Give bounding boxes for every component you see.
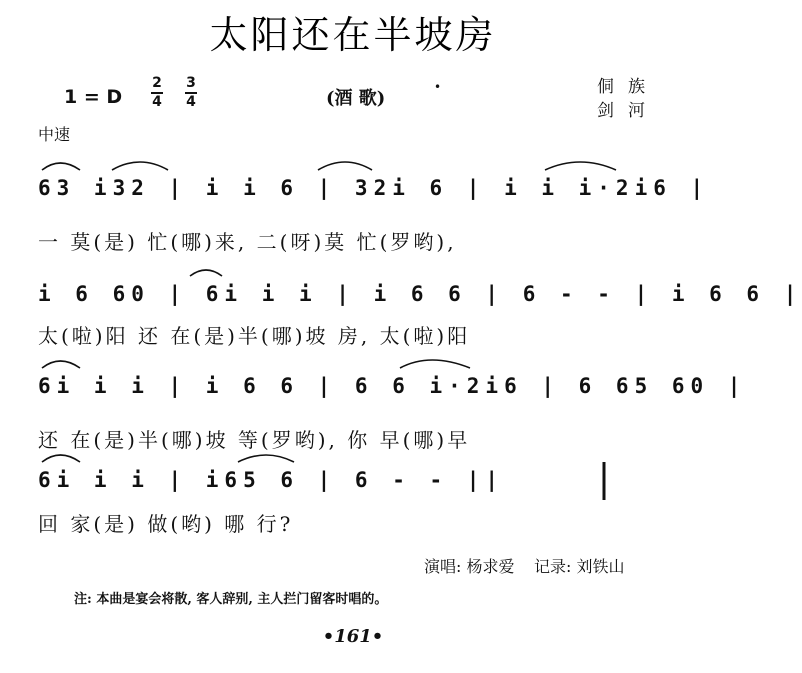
lyric-line-4: 回 家(是) 做(哟) 哪 行? [38,512,294,536]
notation-line-1: 63 i32 | i i 6 | 32i 6 | i i i·2i6 | [38,176,710,200]
lyric-line-2: 太(啦)阳 还 在(是)半(哪)坡 房, 太(啦)阳 [38,324,471,348]
page-number: •161• [322,626,384,647]
recorder-credit: 记录: 刘铁山 [534,557,625,576]
performer-credit: 演唱: 杨求爱 [424,557,515,576]
region-name: 剑河 [597,101,659,121]
meter-numerator: 2 [152,75,162,91]
slur-mark [42,163,80,170]
meter-denominator: 4 [186,94,196,110]
song-subtitle: (酒 歌) [326,88,386,109]
notation-line-4: 6i i i | i65 6 | 6 - - || [38,468,505,492]
slur-mark [42,455,80,462]
notation-line-3: 6i i i | i 6 6 | 6 6 i·2i6 | 6 65 60 | [38,374,747,398]
slur-mark [400,360,470,368]
notation-line-2: i 6 60 | 6i i i | i 6 6 | 6 - - | i 6 6 | [38,282,802,306]
slur-mark [545,162,616,170]
meter-numerator: 3 [186,75,196,91]
lyric-line-1: 一 莫(是) 忙(哪)来, 二(呀)莫 忙(罗哟), [38,230,457,254]
song-title: 太阳还在半坡房 [209,13,497,57]
slur-mark [112,162,168,170]
slur-mark [238,455,294,462]
key-signature: 1 = D [64,86,123,108]
slur-mark [42,361,80,368]
slur-mark [318,162,372,170]
ethnic-group: 侗族 [597,77,659,97]
slur-mark [190,270,222,276]
lyric-line-3: 还 在(是)半(哪)坡 等(罗哟), 你 早(哪)早 [38,428,471,452]
meter-denominator: 4 [152,94,162,110]
tempo-marking: 中速 [38,125,71,144]
footnote-mark: • [434,80,442,94]
footnote-text: 注: 本曲是宴会将散, 客人辞别, 主人拦门留客时唱的。 [74,592,388,607]
